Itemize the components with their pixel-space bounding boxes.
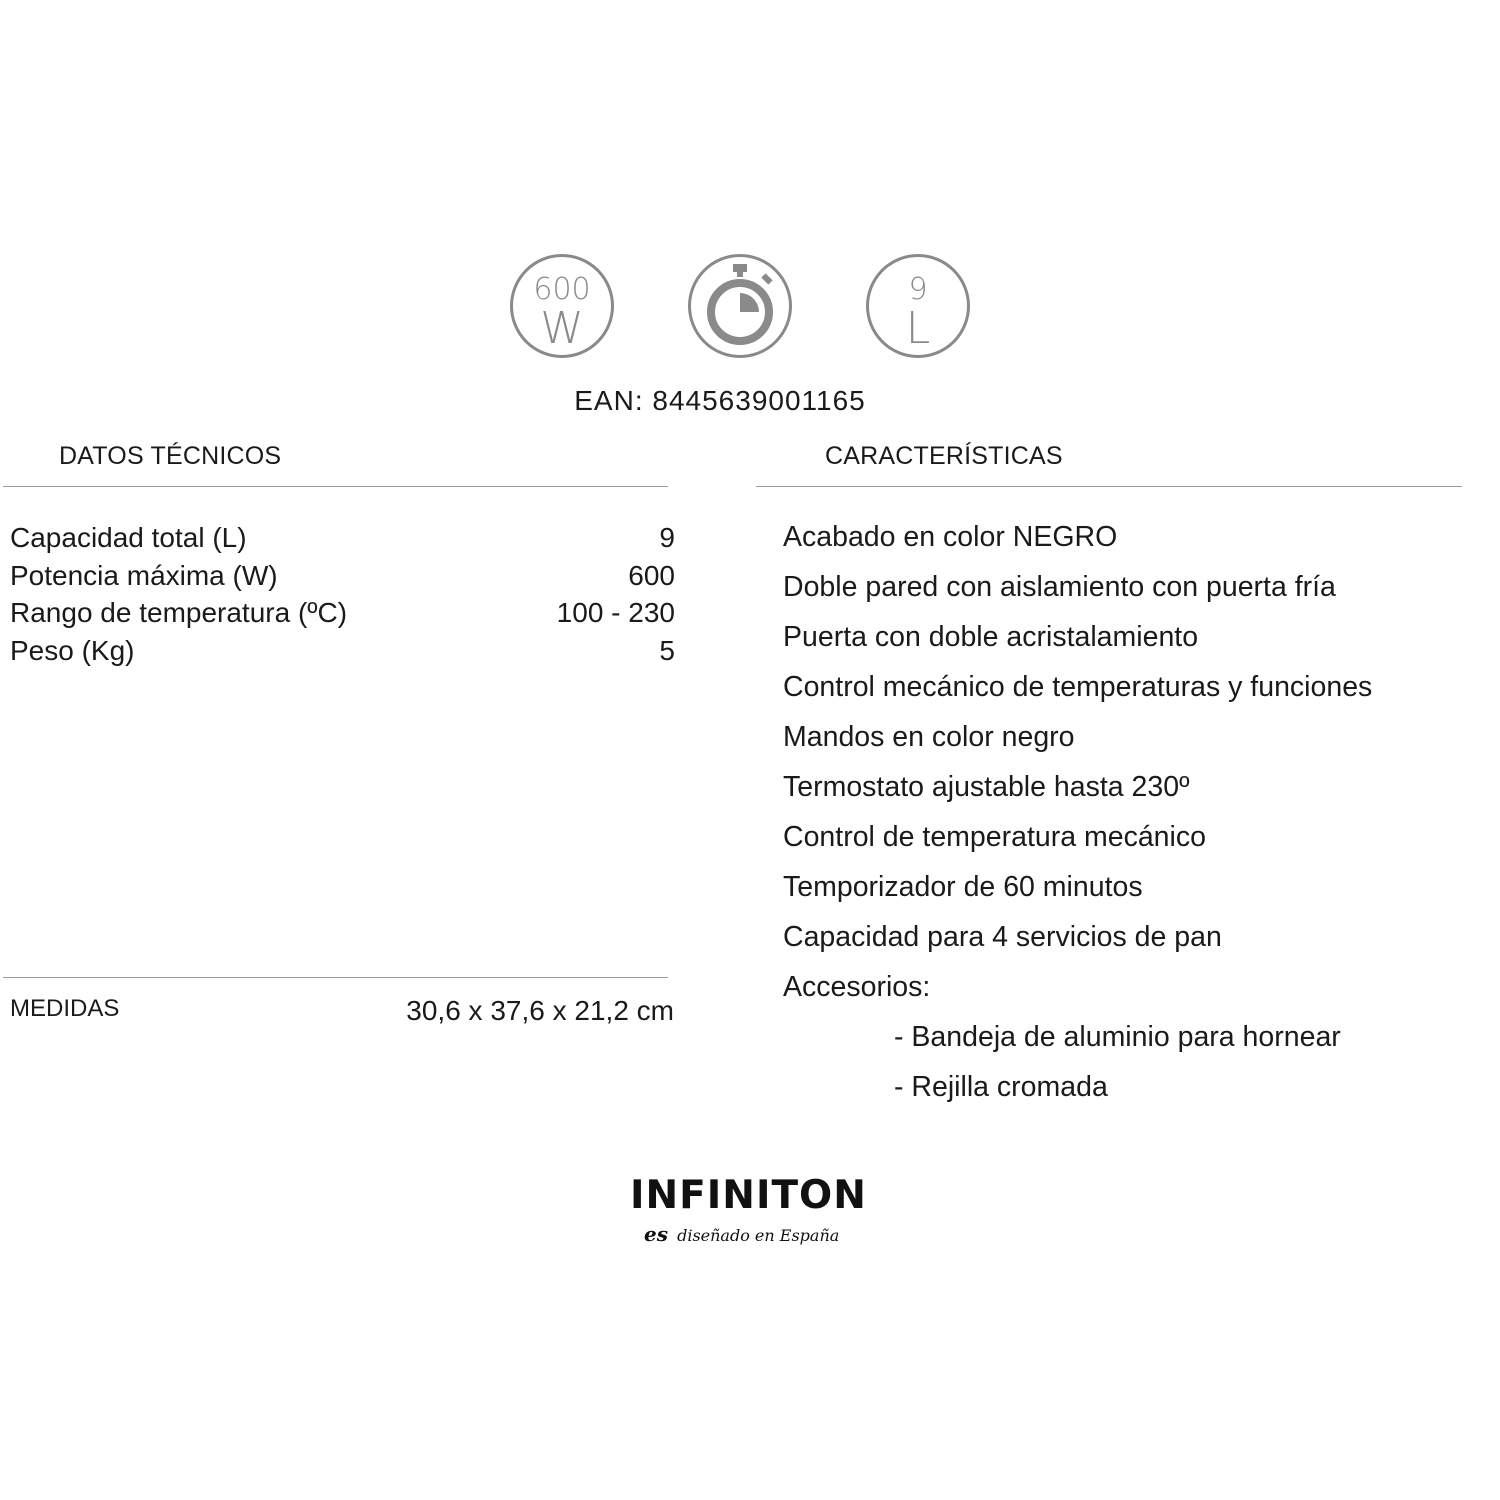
feature-item: Acabado en color NEGRO bbox=[783, 521, 1118, 553]
caracteristicas-title: CARACTERÍSTICAS bbox=[825, 442, 1063, 470]
feature-item: Accesorios: bbox=[783, 971, 931, 1003]
power-icon-unit: W bbox=[540, 303, 584, 354]
spec-label: Peso (Kg) bbox=[10, 634, 135, 666]
feature-item: Doble pared con aislamiento con puerta fría bbox=[783, 571, 1336, 603]
spec-value: 600 bbox=[628, 559, 675, 591]
ean-code: EAN: 8445639001165 bbox=[574, 385, 866, 416]
spec-label: Capacidad total (L) bbox=[10, 522, 247, 553]
power-icon-value: 600 bbox=[533, 272, 591, 307]
accessory-item: - Bandeja de aluminio para hornear bbox=[894, 1021, 1341, 1053]
timer-icon bbox=[688, 254, 792, 358]
medidas-divider bbox=[3, 977, 668, 978]
logo-brand: INFINITON bbox=[630, 1173, 867, 1218]
spec-row bbox=[10, 558, 675, 596]
power-icon bbox=[510, 254, 614, 358]
feature-item: Control mecánico de temperaturas y funciones bbox=[783, 671, 1373, 703]
feature-item: Puerta con doble acristalamiento bbox=[783, 621, 1199, 653]
spec-label: Rango de temperatura (ºC) bbox=[10, 597, 348, 628]
spec-row bbox=[10, 633, 675, 671]
spec-value: 9 bbox=[659, 522, 675, 553]
spec-row bbox=[10, 520, 675, 558]
caracteristicas-divider bbox=[756, 486, 1462, 487]
features-list bbox=[783, 518, 1500, 1118]
feature-item: Capacidad para 4 servicios de pan bbox=[783, 921, 1222, 953]
medidas-label: MEDIDAS bbox=[10, 995, 120, 1022]
spec-value: 100 - 230 bbox=[556, 597, 675, 628]
feature-item: Control de temperatura mecánico bbox=[783, 821, 1206, 853]
stopwatch-icon bbox=[688, 254, 792, 358]
datos-tecnicos-title: DATOS TÉCNICOS bbox=[59, 442, 282, 470]
accessory-item: - Rejilla cromada bbox=[894, 1071, 1108, 1103]
capacity-icon-unit: L bbox=[905, 303, 931, 354]
feature-item: Termostato ajustable hasta 230º bbox=[783, 771, 1190, 803]
datos-divider bbox=[3, 486, 668, 487]
feature-item: Mandos en color negro bbox=[783, 721, 1075, 753]
spec-row bbox=[10, 595, 675, 633]
logo-es-mark: es bbox=[644, 1222, 668, 1246]
capacity-icon-value: 9 bbox=[908, 272, 928, 307]
spec-table bbox=[10, 520, 675, 670]
infiniton-logo bbox=[630, 1173, 867, 1254]
feature-item: Temporizador de 60 minutos bbox=[783, 871, 1143, 903]
spec-label: Potencia máxima (W) bbox=[10, 559, 278, 591]
capacity-icon bbox=[866, 254, 970, 358]
logo-tagline bbox=[644, 1222, 839, 1246]
logo-tagline-text: diseñado en España bbox=[677, 1226, 840, 1245]
spec-value: 5 bbox=[659, 634, 675, 666]
medidas-value: 30,6 x 37,6 x 21,2 cm bbox=[406, 995, 674, 1026]
